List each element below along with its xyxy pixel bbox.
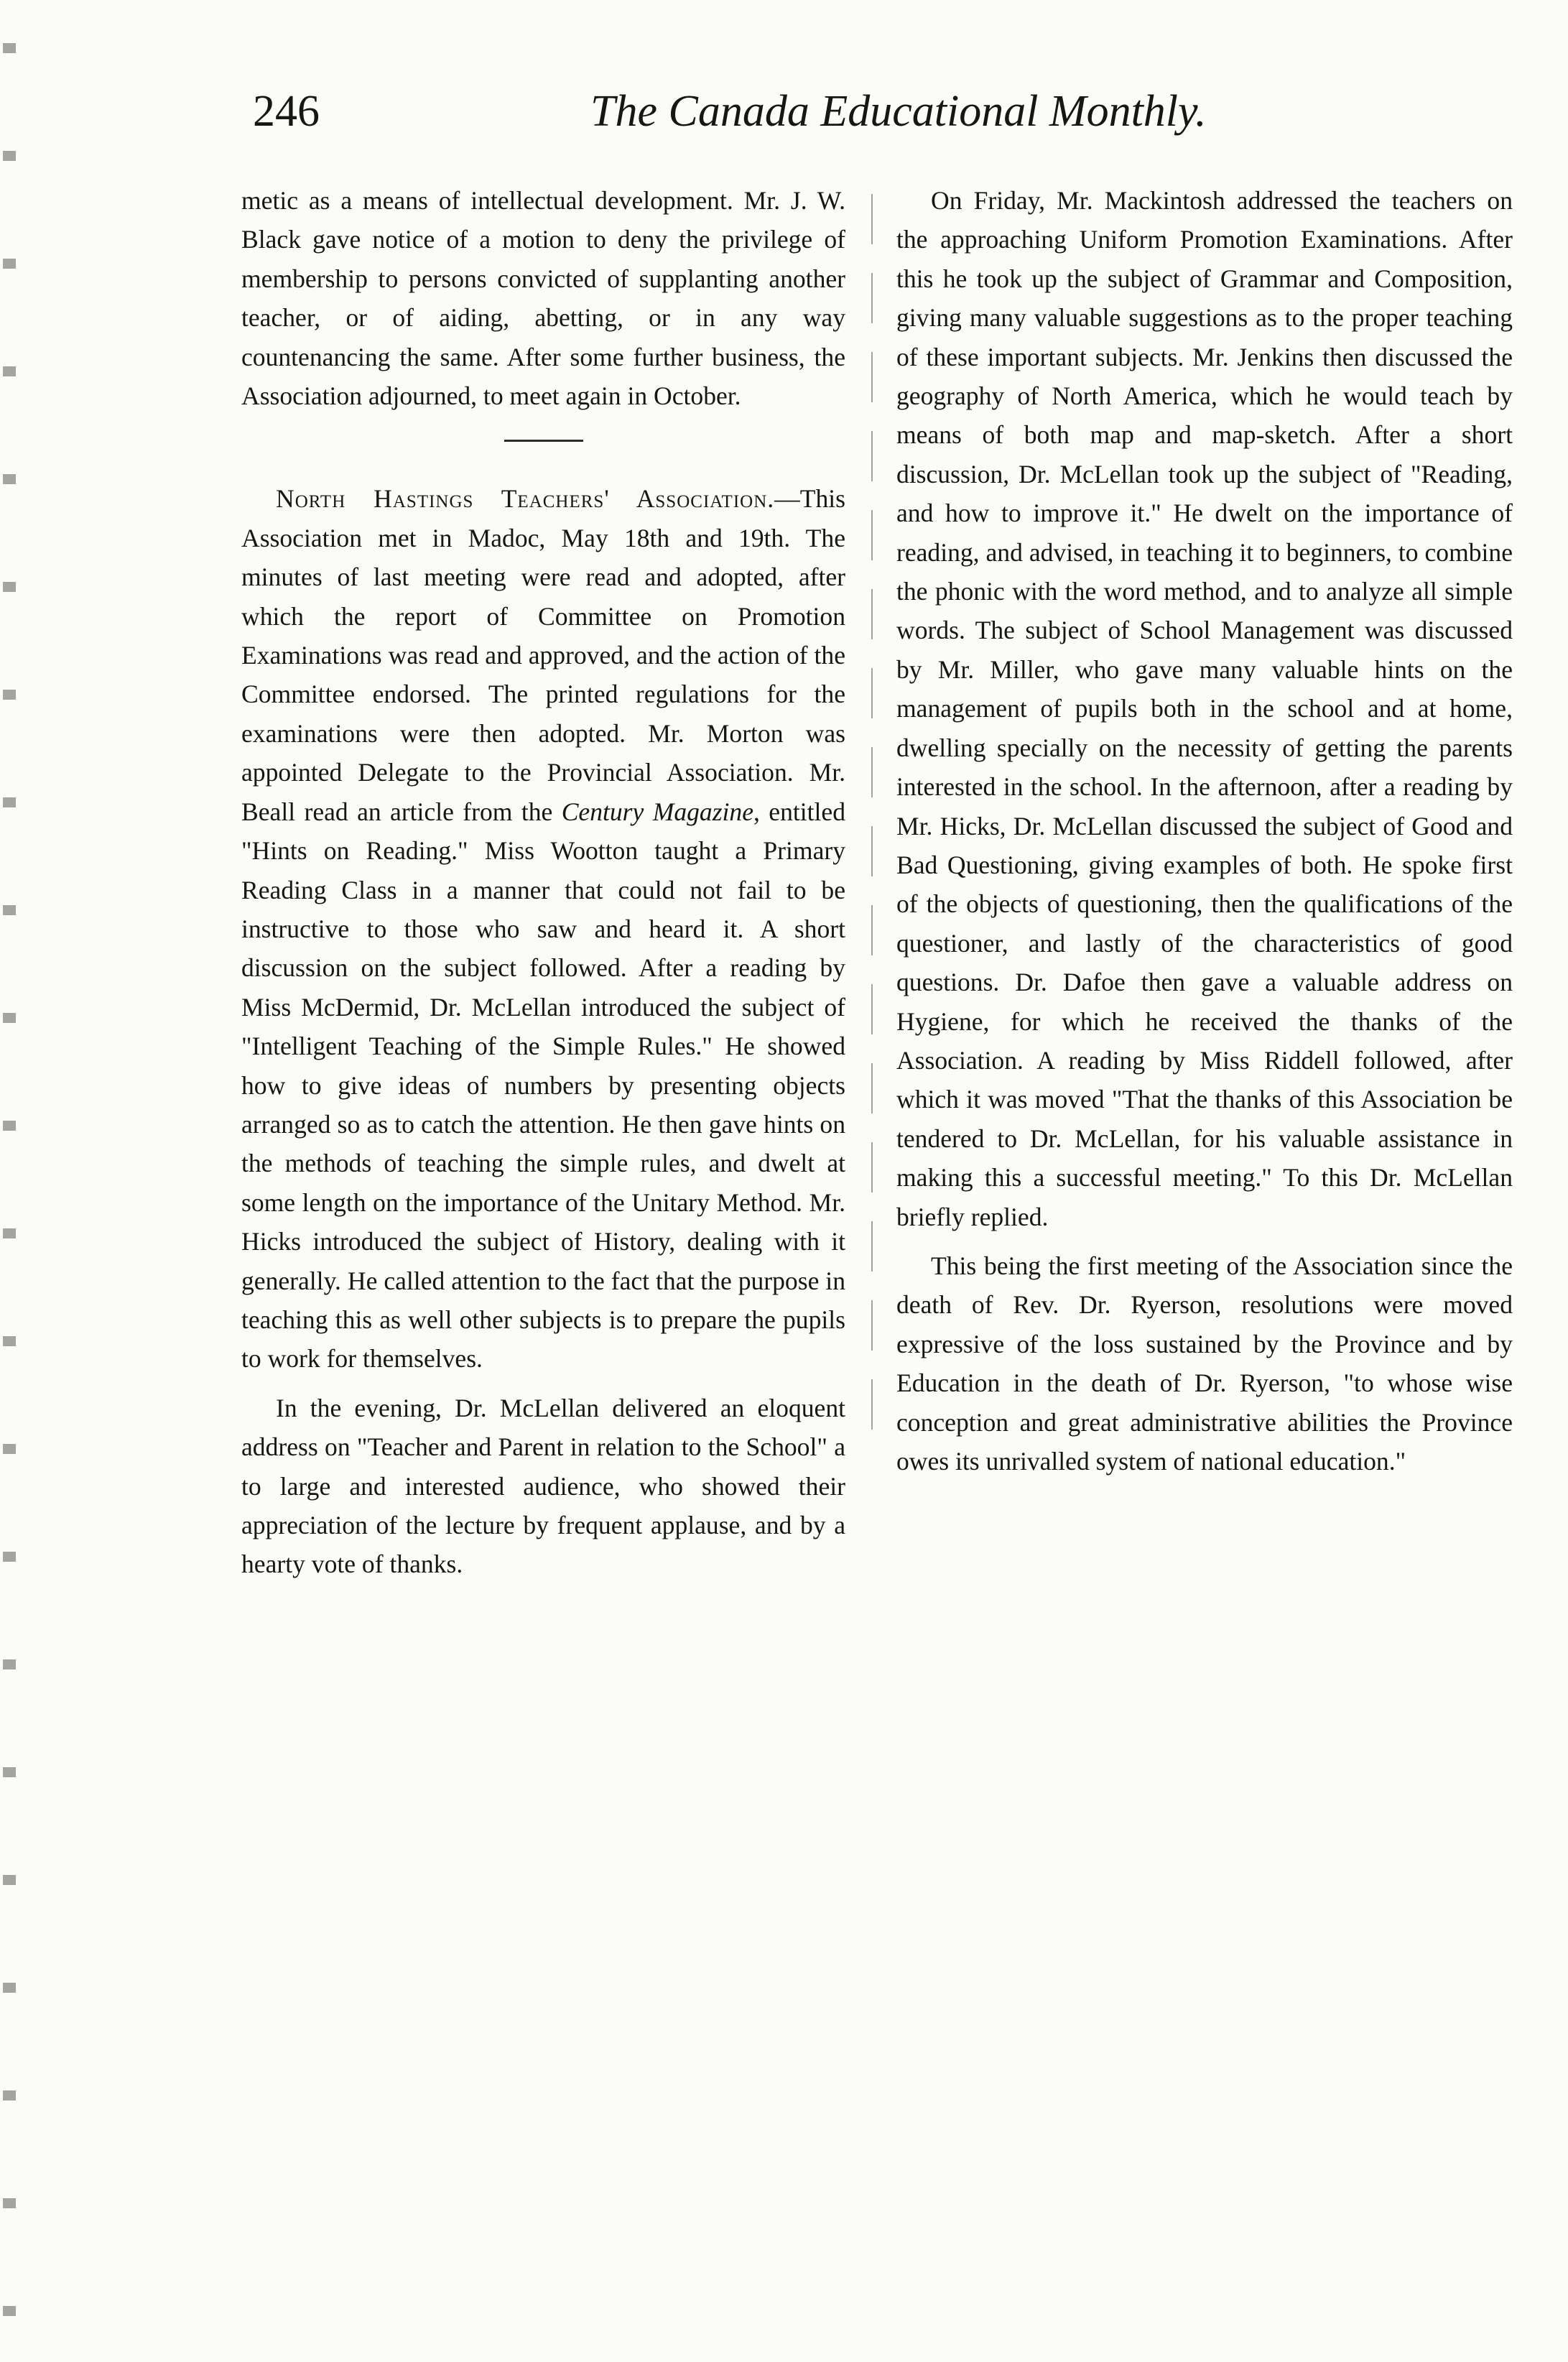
page-header <box>253 86 1207 151</box>
column-divider <box>871 194 873 1430</box>
paragraph-evening: In the evening, Dr. McLellan delivered an eloquent address on "Teacher and Parent in relation to the School" a to large and interested audience, who showed their appreciation of the lecture by frequent applause, and by a hearty vote of thanks. <box>241 1393 845 1579</box>
paragraph-north-hastings <box>241 479 845 1378</box>
left-column <box>241 181 845 1584</box>
right-column <box>896 181 1513 1481</box>
paragraph-continuation: metic as a means of intellectual development. Mr. J. W. Black gave notice of a motion to deny the privilege of membership to persons convicted of supplanting another teacher, or of aiding, abetting, or in any way countenancing the same. After some further business, the Association adjourned, to meet again in October. <box>241 186 845 411</box>
page-number: 246 <box>253 87 320 136</box>
section-heading: North Hastings Teachers' Association. <box>276 484 775 514</box>
paragraph-friday: On Friday, Mr. Mackintosh addressed the teachers on the approaching Uniform Promotion Examinations. After this he took up the subject of Grammar and Composition, giving many valuable suggestions as to the proper teaching of these important subjects. Mr. Jenkins then discussed the geography of North America, which he would teach by means of both map and map-sketch. After a short discussion, Dr. McLellan took up the subject of "Reading, and how to improve it." He dwelt on the importance of reading, and advised, in teaching it to beginners, to combine the phonic with the word method, and to analyze all simple words. The subject of School Management was discussed by Mr. Miller, who gave many valuable hints on the management of pupils both in the school and at home, dwelling specially on the necessity of getting the parents interested in the school. In the afternoon, after a reading by Mr. Hicks, Dr. McLellan discussed the subject of Good and Bad Questioning, giving examples of both. He spoke first of the objects of questioning, then the qualifications of the questioner, and lastly of the characteristics of good questions. Dr. Dafoe then gave a valuable address on Hygiene, for which he received the thanks of the Association. A reading by Miss Riddell followed, after which it was moved "That the thanks of this Association be tendered to Dr. McLellan, for his valuable assistance in making this a successful meeting." To this Dr. McLellan briefly replied. <box>896 186 1513 1231</box>
italic-title: Century Magazine <box>561 797 754 826</box>
binding-edge-marks <box>3 0 16 2362</box>
paragraph-text: —This Association met in Madoc, May 18th and 19th. The minutes of last meeting were read and adopted, after which the report of Committee on Promotion Examinations was read and approved, and the action of the Committee endorsed. The printed regulations for the examinations were then adopted. Mr. Morton was appointed Delegate to the Provincial Association. Mr. Beall read an article from the <box>241 484 845 826</box>
paragraph-text: , entitled "Hints on Reading." Miss Wootton taught a Primary Reading Class in a manner that could not fail to be instructive to those who saw and heard it. A short discussion on the subject followed. After a reading by Miss McDermid, Dr. McLellan introduced the subject of "Intelligent Teaching of the Simple Rules." He showed how to give ideas of numbers by presenting objects arranged so as to catch the attention. He then gave hints on the methods of teaching the simple rules, and dwelt at some length on the importance of the Unitary Method. Mr. Hicks introduced the subject of History, dealing with it generally. He called attention to the fact that the purpose in teaching this as well other subjects is to prepare the pupils to work for themselves. <box>241 797 845 1374</box>
section-divider-rule <box>504 440 583 442</box>
paragraph-ryerson: This being the first meeting of the Association since the death of Rev. Dr. Ryerson, resolutions were moved expressive of the loss sustained by the Province and by Education in the death of Dr. Ryerson, "to whose wise conception and great administrative abilities the Province owes its unrivalled system of national education." <box>896 1251 1513 1476</box>
running-title: The Canada Educational Monthly. <box>590 87 1207 136</box>
